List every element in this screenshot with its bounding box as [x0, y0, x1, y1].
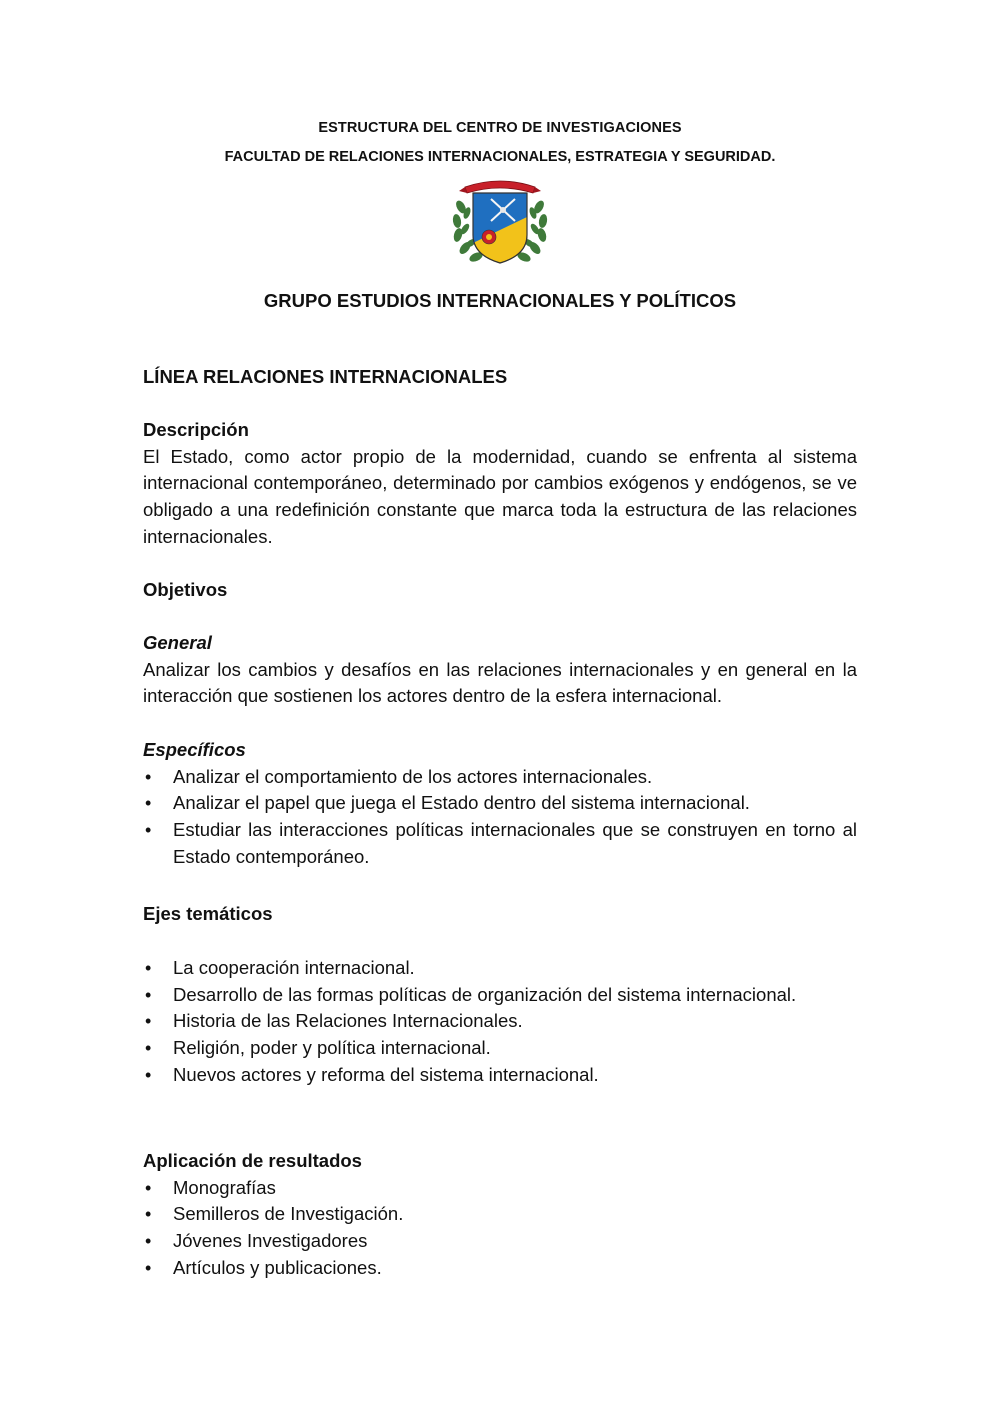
objetivos-heading: Objetivos	[143, 579, 228, 600]
section-objetivo-general	[143, 630, 857, 710]
descripcion-heading: Descripción	[143, 419, 249, 440]
header-line-2: FACULTAD DE RELACIONES INTERNACIONALES, ESTRATEGIA Y SEGURIDAD.	[224, 149, 776, 165]
list-item: • Artículos y publicaciones.	[143, 1255, 857, 1282]
section-ejes	[143, 955, 857, 1089]
especificos-heading: Específicos	[143, 739, 246, 760]
institutional-crest-icon	[451, 177, 549, 269]
list-item: • La cooperación internacional.	[143, 955, 857, 982]
header-line-1: ESTRUCTURA DEL CENTRO DE INVESTIGACIONES	[318, 120, 682, 136]
general-heading: General	[143, 632, 212, 653]
especificos-list	[143, 764, 857, 871]
ejes-heading: Ejes temáticos	[143, 903, 273, 924]
list-item: • Nuevos actores y reforma del sistema internacional.	[143, 1062, 857, 1089]
ejes-list	[143, 955, 857, 1089]
list-item: • Jóvenes Investigadores	[143, 1228, 857, 1255]
group-title: GRUPO ESTUDIOS INTERNACIONALES Y POLÍTICOS	[263, 290, 737, 311]
list-item: • Analizar el comportamiento de los actores internacionales.	[143, 764, 857, 791]
list-item: • Estudiar las interacciones políticas internacionales que se construyen en torno al Estado contemporáneo.	[143, 817, 857, 870]
descripcion-text: El Estado, como actor propio de la modernidad, cuando se enfrenta al sistema internacional contemporáneo, determinado por cambios exógenos y endógenos, se ve obligado a una redefinición constante que marca toda la estructura de las relaciones internacionales.	[143, 445, 857, 547]
list-item: • Historia de las Relaciones Internacionales.	[143, 1008, 857, 1035]
list-item: • Desarrollo de las formas políticas de organización del sistema internacional.	[143, 982, 857, 1009]
list-item: • Analizar el papel que juega el Estado dentro del sistema internacional.	[143, 790, 857, 817]
aplicacion-heading: Aplicación de resultados	[143, 1150, 362, 1171]
general-text: Analizar los cambios y desafíos en las relaciones internacionales y en general en la interacción que sostienen los actores dentro de la esfera internacional.	[143, 658, 857, 707]
list-item: • Monografías	[143, 1175, 857, 1202]
section-objetivos-especificos	[143, 737, 857, 871]
section-aplicacion	[143, 1148, 857, 1282]
aplicacion-list	[143, 1175, 857, 1282]
list-item: • Religión, poder y política internacional.	[143, 1035, 857, 1062]
section-descripcion	[143, 417, 857, 551]
list-item: • Semilleros de Investigación.	[143, 1201, 857, 1228]
line-title: LÍNEA RELACIONES INTERNACIONALES	[143, 366, 508, 387]
